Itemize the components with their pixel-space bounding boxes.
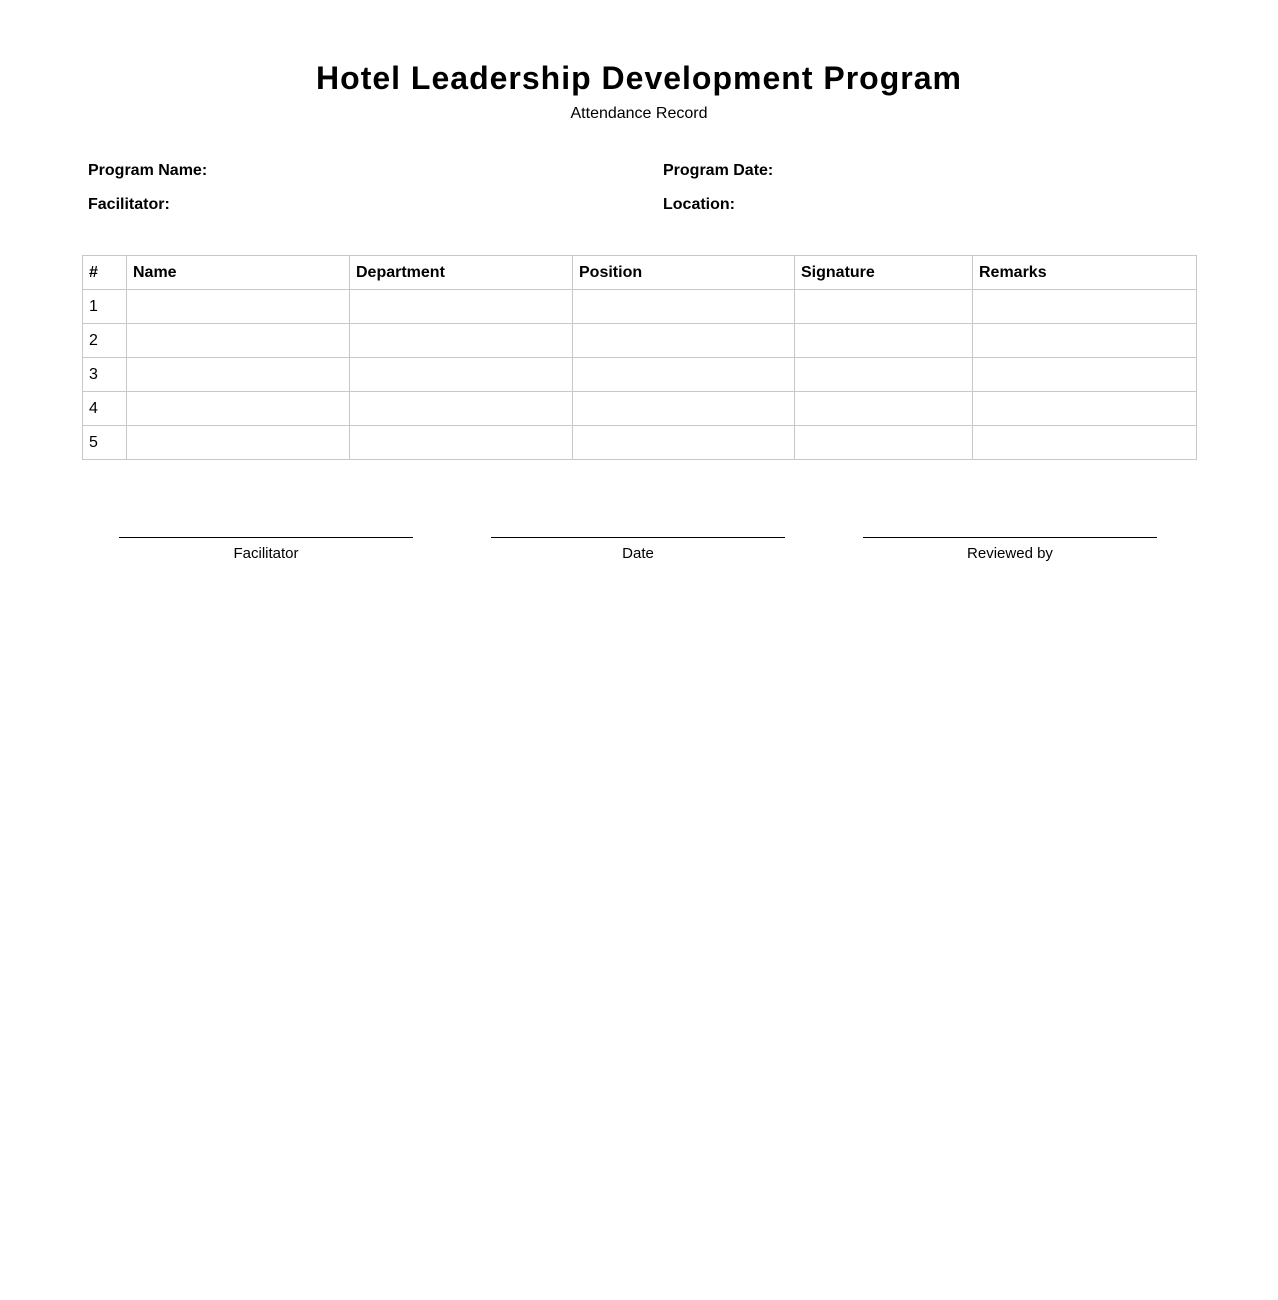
position-cell[interactable] [573, 358, 795, 392]
row-number-cell: 4 [83, 392, 127, 426]
table-header-row [83, 256, 1197, 290]
row-number-cell: 3 [83, 358, 127, 392]
column-header-remarks: Remarks [973, 256, 1197, 290]
reviewed-by-signature-line[interactable] [863, 537, 1157, 538]
info-row [88, 195, 1196, 229]
document-subtitle: Attendance Record [570, 105, 708, 122]
row-number-cell: 5 [83, 426, 127, 460]
department-cell[interactable] [350, 426, 573, 460]
name-cell[interactable] [127, 324, 350, 358]
name-cell[interactable] [127, 358, 350, 392]
column-header-name: Name [127, 256, 350, 290]
facilitator-signature-label: Facilitator [233, 545, 299, 562]
remarks-cell[interactable] [973, 358, 1197, 392]
row-number-cell: 1 [83, 290, 127, 324]
table-row [83, 358, 1197, 392]
signature-cell[interactable] [795, 358, 973, 392]
table-row [83, 426, 1197, 460]
remarks-cell[interactable] [973, 392, 1197, 426]
remarks-cell[interactable] [973, 290, 1197, 324]
facilitator-signature-line[interactable] [119, 537, 413, 538]
table-row [83, 324, 1197, 358]
reviewed-by-signature-label: Reviewed by [967, 545, 1053, 562]
table-row [83, 290, 1197, 324]
column-header-signature: Signature [795, 256, 973, 290]
position-cell[interactable] [573, 324, 795, 358]
column-header-number: # [83, 256, 127, 290]
department-cell[interactable] [350, 290, 573, 324]
info-row [88, 161, 1196, 195]
facilitator-label: Facilitator: [88, 196, 170, 213]
remarks-cell[interactable] [973, 426, 1197, 460]
program-name-label: Program Name: [88, 162, 208, 179]
name-cell[interactable] [127, 426, 350, 460]
attendance-table [82, 255, 1197, 460]
signature-cell[interactable] [795, 324, 973, 358]
position-cell[interactable] [573, 392, 795, 426]
position-cell[interactable] [573, 426, 795, 460]
department-cell[interactable] [350, 392, 573, 426]
signature-cell[interactable] [795, 426, 973, 460]
department-cell[interactable] [350, 358, 573, 392]
row-number-cell: 2 [83, 324, 127, 358]
table-row [83, 392, 1197, 426]
location-label: Location: [663, 196, 735, 213]
date-signature-line[interactable] [491, 537, 785, 538]
name-cell[interactable] [127, 392, 350, 426]
department-cell[interactable] [350, 324, 573, 358]
program-info [88, 161, 1196, 229]
document-title: Hotel Leadership Development Program [316, 60, 962, 96]
date-signature-label: Date [622, 545, 654, 562]
program-date-label: Program Date: [663, 162, 774, 179]
reviewed-by-signature-block [863, 537, 1157, 563]
facilitator-signature-block [119, 537, 413, 563]
column-header-position: Position [573, 256, 795, 290]
position-cell[interactable] [573, 290, 795, 324]
signature-cell[interactable] [795, 392, 973, 426]
column-header-department: Department [350, 256, 573, 290]
date-signature-block [491, 537, 785, 563]
name-cell[interactable] [127, 290, 350, 324]
signature-cell[interactable] [795, 290, 973, 324]
remarks-cell[interactable] [973, 324, 1197, 358]
